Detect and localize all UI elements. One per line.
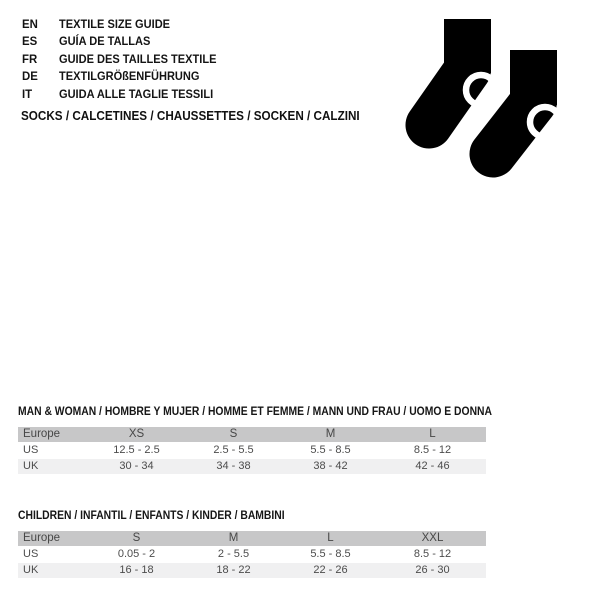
language-code: IT bbox=[22, 86, 33, 101]
table-title-children: CHILDREN / INFANTIL / ENFANTS / KINDER / BAMBINI bbox=[18, 510, 285, 522]
size-cell: 0.05 - 2 bbox=[117, 548, 156, 560]
size-cell: 8.5 - 12 bbox=[413, 548, 452, 560]
language-row bbox=[22, 15, 230, 33]
language-label: GUÍA DE TALLAS bbox=[59, 34, 151, 49]
sock-foot bbox=[493, 102, 534, 154]
table-header-row bbox=[18, 427, 486, 443]
language-label: GUIDA ALLE TAGLIE TESSILI bbox=[59, 86, 214, 101]
language-row bbox=[22, 33, 230, 51]
size-cell: 34 - 38 bbox=[185, 459, 282, 475]
size-table-children bbox=[18, 531, 486, 578]
language-row bbox=[22, 68, 230, 86]
language-row bbox=[22, 85, 230, 103]
column-header: Europe bbox=[18, 531, 88, 547]
size-cell: 5.5 - 8.5 bbox=[310, 548, 351, 560]
size-cell: 16 - 18 bbox=[88, 563, 185, 579]
category-title: SOCKS / CALCETINES / CHAUSSETTES / SOCKEN / CALZINI bbox=[21, 108, 360, 123]
language-label: GUIDE DES TAILLES TEXTILE bbox=[59, 51, 217, 66]
sock-foot bbox=[429, 70, 468, 125]
adults-size-section bbox=[18, 406, 545, 474]
size-cell: 18 - 22 bbox=[185, 563, 282, 579]
column-header: S bbox=[88, 531, 185, 547]
region-cell: US bbox=[23, 444, 39, 456]
region-cell: UK bbox=[18, 459, 88, 475]
size-cell: 2 - 5.5 bbox=[217, 548, 250, 560]
column-header: L bbox=[379, 427, 486, 443]
size-cell: 22 - 26 bbox=[282, 563, 379, 579]
column-header: XXL bbox=[379, 531, 486, 547]
language-code: EN bbox=[22, 16, 38, 31]
column-header: Europe bbox=[18, 427, 88, 443]
language-code: DE bbox=[22, 69, 38, 84]
socks-icon bbox=[403, 8, 563, 183]
language-code: FR bbox=[22, 51, 38, 66]
size-cell: 38 - 42 bbox=[282, 459, 379, 475]
column-header: S bbox=[185, 427, 282, 443]
column-header: M bbox=[185, 531, 282, 547]
size-cell: 30 - 34 bbox=[88, 459, 185, 475]
size-table-adults bbox=[18, 427, 486, 474]
table-row bbox=[18, 563, 486, 579]
children-size-section bbox=[18, 510, 486, 578]
language-code: ES bbox=[22, 34, 38, 49]
size-cell: 5.5 - 8.5 bbox=[310, 444, 351, 456]
size-cell: 8.5 - 12 bbox=[413, 444, 452, 456]
region-cell: US bbox=[23, 548, 39, 560]
table-row bbox=[18, 459, 486, 475]
language-label: TEXTILE SIZE GUIDE bbox=[59, 16, 171, 31]
language-label: TEXTILGRÖßENFÜHRUNG bbox=[59, 69, 200, 84]
column-header: M bbox=[282, 427, 379, 443]
size-cell: 2.5 - 5.5 bbox=[213, 444, 254, 456]
size-cell: 42 - 46 bbox=[379, 459, 486, 475]
size-cell: 12.5 - 2.5 bbox=[113, 444, 160, 456]
column-header: L bbox=[282, 531, 379, 547]
table-header-row bbox=[18, 531, 486, 547]
region-cell: UK bbox=[18, 563, 88, 579]
table-row bbox=[18, 443, 486, 459]
language-list bbox=[22, 15, 230, 103]
language-row bbox=[22, 50, 230, 68]
table-title-adults: MAN & WOMAN / HOMBRE Y MUJER / HOMME ET FEMME / MANN UND FRAU / UOMO E DONNA bbox=[18, 406, 492, 418]
size-cell: 26 - 30 bbox=[379, 563, 486, 579]
table-row bbox=[18, 547, 486, 563]
column-header: XS bbox=[88, 427, 185, 443]
